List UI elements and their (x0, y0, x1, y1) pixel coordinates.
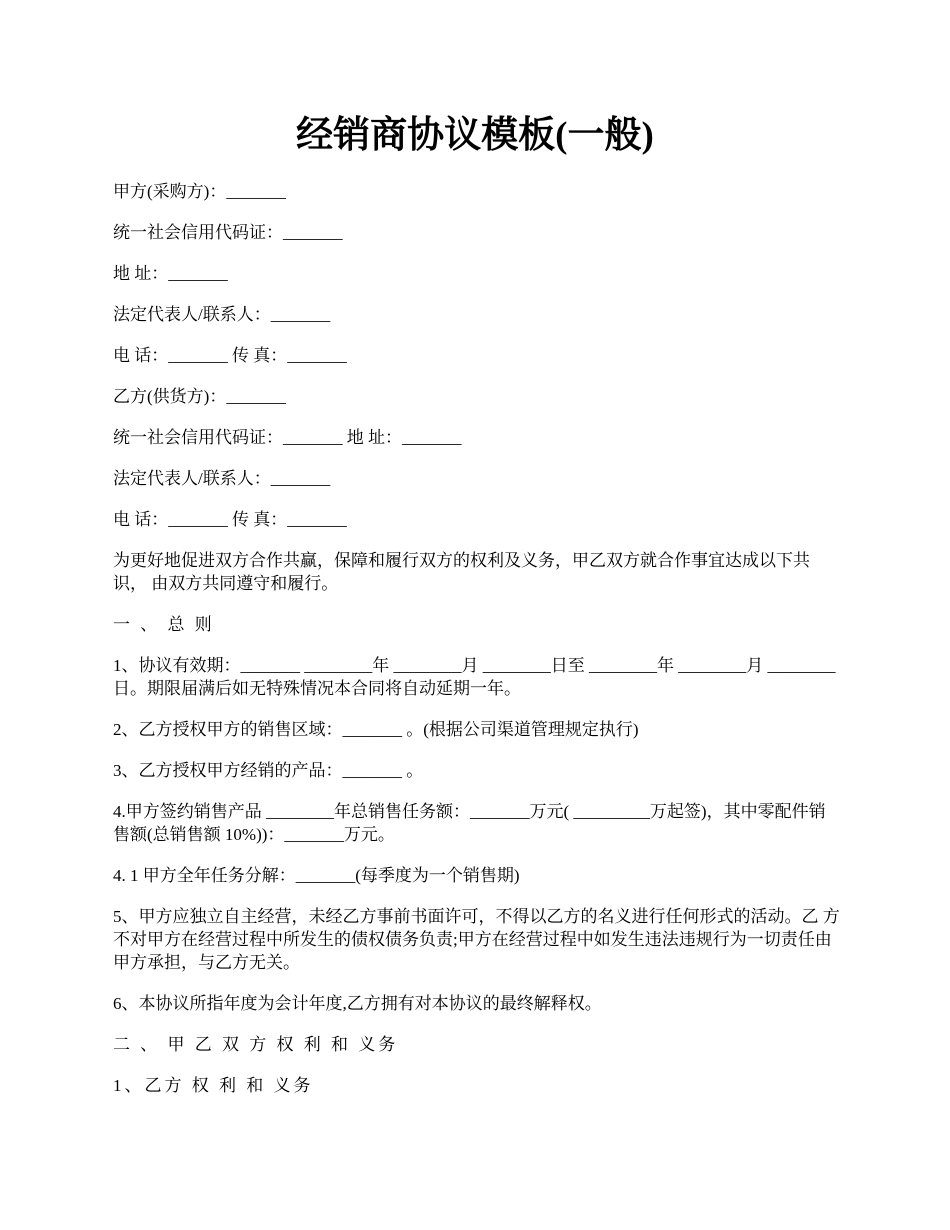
section-heading-general: 一 、 总 则 (113, 615, 215, 634)
party-a-address: 地 址：_______ (113, 264, 228, 283)
party-b-credit-code-address: 统一社会信用代码证：_______ 地 址：_______ (113, 428, 462, 447)
clause-4-1-task-breakdown: 4. 1 甲方全年任务分解：_______(每季度为一个销售期) (113, 866, 520, 885)
party-b-representative: 法定代表人/联系人：_______ (113, 469, 331, 488)
document-body (113, 180, 841, 1115)
clause-5-independent-operation: 5、甲方应独立自主经营，未经乙方事前书面许可，不得以乙方的名义进行任何形式的活动。乙 方不对甲方在经营过程中所发生的债权债务负责;甲方在经营过程中如发生违法违规行为一切责任由甲方承担，与乙方无关。 (113, 907, 840, 972)
party-a-line: 甲方(采购方)：_______ (113, 182, 286, 201)
party-a-phone-fax: 电 话：_______ 传 真：_______ (113, 346, 347, 365)
clause-6-fiscal-year: 6、本协议所指年度为会计年度,乙方拥有对本协议的最终解释权。 (113, 994, 602, 1013)
clause-1-term: 1、协议有效期：_______ ________年 ________月 ________日至 ________年 ________月 ________日。期限届满后如无特殊情况本合同将自动延期一年。 (113, 656, 836, 698)
subsection-party-b-rights: 1、乙方 权 利 和 义务 (113, 1076, 314, 1095)
clause-3-products: 3、乙方授权甲方经销的产品：_______ 。 (113, 761, 424, 780)
party-a-representative: 法定代表人/联系人：_______ (113, 305, 331, 324)
party-b-line: 乙方(供货方)：_______ (113, 387, 286, 406)
clause-4-sales-target: 4.甲方签约销售产品 ________年总销售任务额：_______万元( _________万起签)，其中零配件销售额(总销售额 10%))：_______万元。 (113, 802, 826, 844)
clause-2-sales-region: 2、乙方授权甲方的销售区域：_______ 。(根据公司渠道管理规定执行) (113, 720, 639, 739)
party-b-phone-fax: 电 话：_______ 传 真：_______ (113, 510, 347, 529)
section-heading-rights-obligations: 二 、 甲 乙 双 方 权 利 和 义务 (113, 1035, 399, 1054)
intro-paragraph: 为更好地促进双方合作共赢，保障和履行双方的权利及义务，甲乙双方就合作事宜达成以下共识， 由双方共同遵守和履行。 (113, 551, 810, 593)
party-a-credit-code: 统一社会信用代码证：_______ (113, 223, 343, 242)
document-title: 经销商协议模板(一般) (296, 115, 654, 156)
